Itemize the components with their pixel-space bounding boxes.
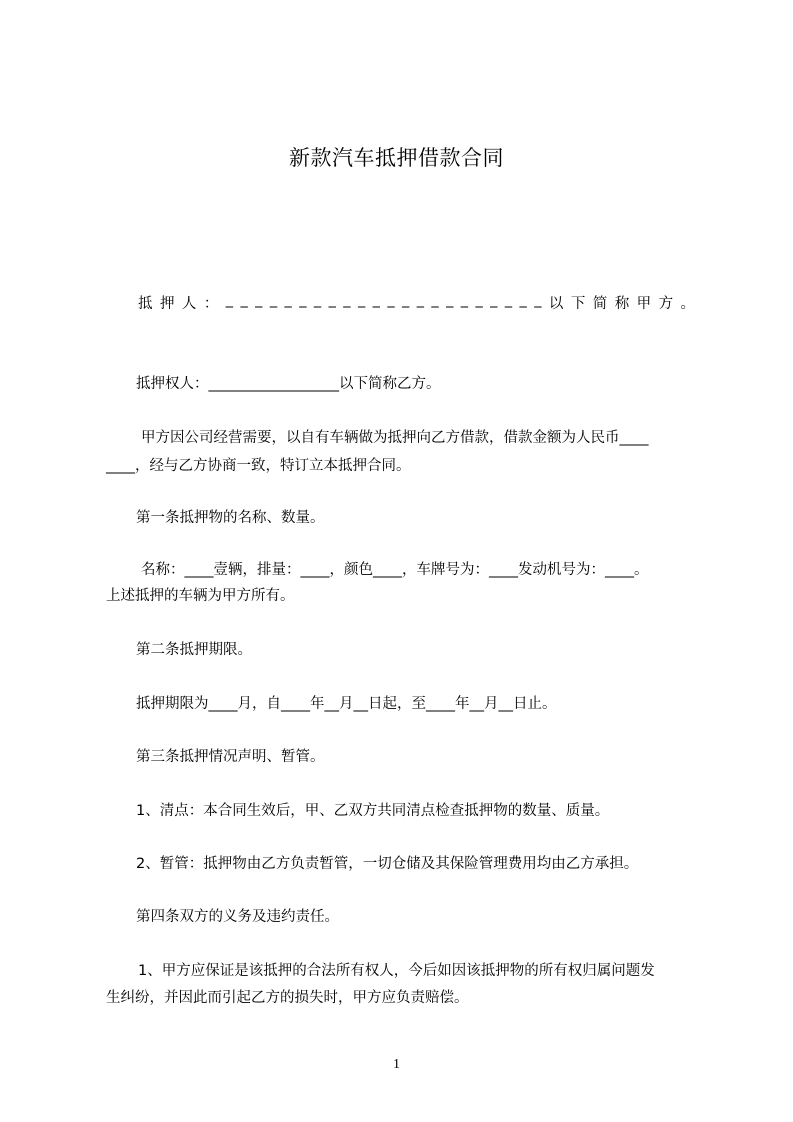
article-4-heading: 第四条双方的义务及违约责任。 [136,909,339,925]
article-2-heading: 第二条抵押期限。 [136,642,252,658]
document-title: 新款汽车抵押借款合同 [289,146,504,170]
mortgagor-line-char: 简 [592,296,608,312]
mortgagor-line-char: _ [475,292,483,308]
mortgagor-line-char: _ [299,292,307,308]
mortgagor-line-char: _ [534,292,542,308]
mortgagor-line-char: _ [328,292,336,308]
mortgagor-line-char: _ [313,292,322,308]
mortgagor-line-char: 押 [159,296,175,312]
article-2-line: 抵押期限为____月，自____年__月__日起，至____年__月__日止。 [136,696,557,712]
mortgagor-line-char: _ [504,292,513,308]
intro-line-1: 甲方因公司经营需要，以自有车辆做为抵押向乙方借款，借款金额为人民币____ [141,430,649,446]
article-3-item-1: 1、清点：本合同生效后，甲、乙双方共同清点检查抵押物的数量、质量。 [136,803,610,819]
mortgagor-line-char: _ [490,292,498,308]
article-4-item-1-line-2: 生纠纷，并因此而引起乙方的损失时，甲方应负责赔偿。 [106,990,469,1006]
article-4-item-1-line-1: 1、甲方应保证是该抵押的合法所有权人，今后如因该抵押物的所有权归属问题发 [138,963,655,979]
mortgagor-line-char: _ [240,292,248,308]
page-number: 1 [393,1057,400,1072]
mortgagor-line-char: _ [357,292,366,308]
article-1-line-2: 上述抵押的车辆为甲方所有。 [106,588,295,604]
mortgagor-line-char: _ [387,292,395,308]
mortgagor-line-char: 抵 [138,296,153,312]
mortgagor-line-char: 。 [680,296,695,312]
mortgagor-line-char: 甲 [636,296,652,312]
mortgagor-line-char: 人 [181,296,197,312]
mortgagor-line [138,292,695,313]
mortgagor-line-char: _ [431,292,439,308]
article-1-line-1: 名称：____壹辆，排量：____，颜色____，车牌号为：____发动机号为：____。 [141,562,649,578]
article-3-item-2: 2、暂管：抵押物由乙方负责暂管，一切仓储及其保险管理费用均由乙方承担。 [136,856,639,872]
mortgagor-line-char: _ [446,292,454,308]
mortgagee-line: 抵押权人：__________________以下简称乙方。 [136,376,441,392]
mortgagor-line-char: _ [343,292,351,308]
mortgagor-line-char: 下 [570,296,586,312]
mortgagor-line-char: _ [225,292,233,308]
mortgagor-line-char: _ [255,292,263,308]
mortgagor-line-char: _ [402,292,410,308]
mortgagor-line-char: _ [372,292,380,308]
mortgagor-line-char: 方 [658,296,674,312]
mortgagor-line-char: 称 [614,296,630,312]
mortgagor-line-char: _ [284,292,292,308]
article-1-heading: 第一条抵押物的名称、数量。 [136,510,325,526]
mortgagor-line-char: _ [269,292,278,308]
mortgagor-line-char: _ [519,292,527,308]
mortgagor-line-char: _ [460,292,468,308]
mortgagor-line-char: ： [203,296,219,312]
intro-line-2: ____，经与乙方协商一致，特订立本抵押合同。 [106,458,411,474]
mortgagor-line-char: _ [416,292,424,308]
mortgagor-line-char: 以 [548,296,564,312]
article-3-heading: 第三条抵押情况声明、暂管。 [136,749,325,765]
